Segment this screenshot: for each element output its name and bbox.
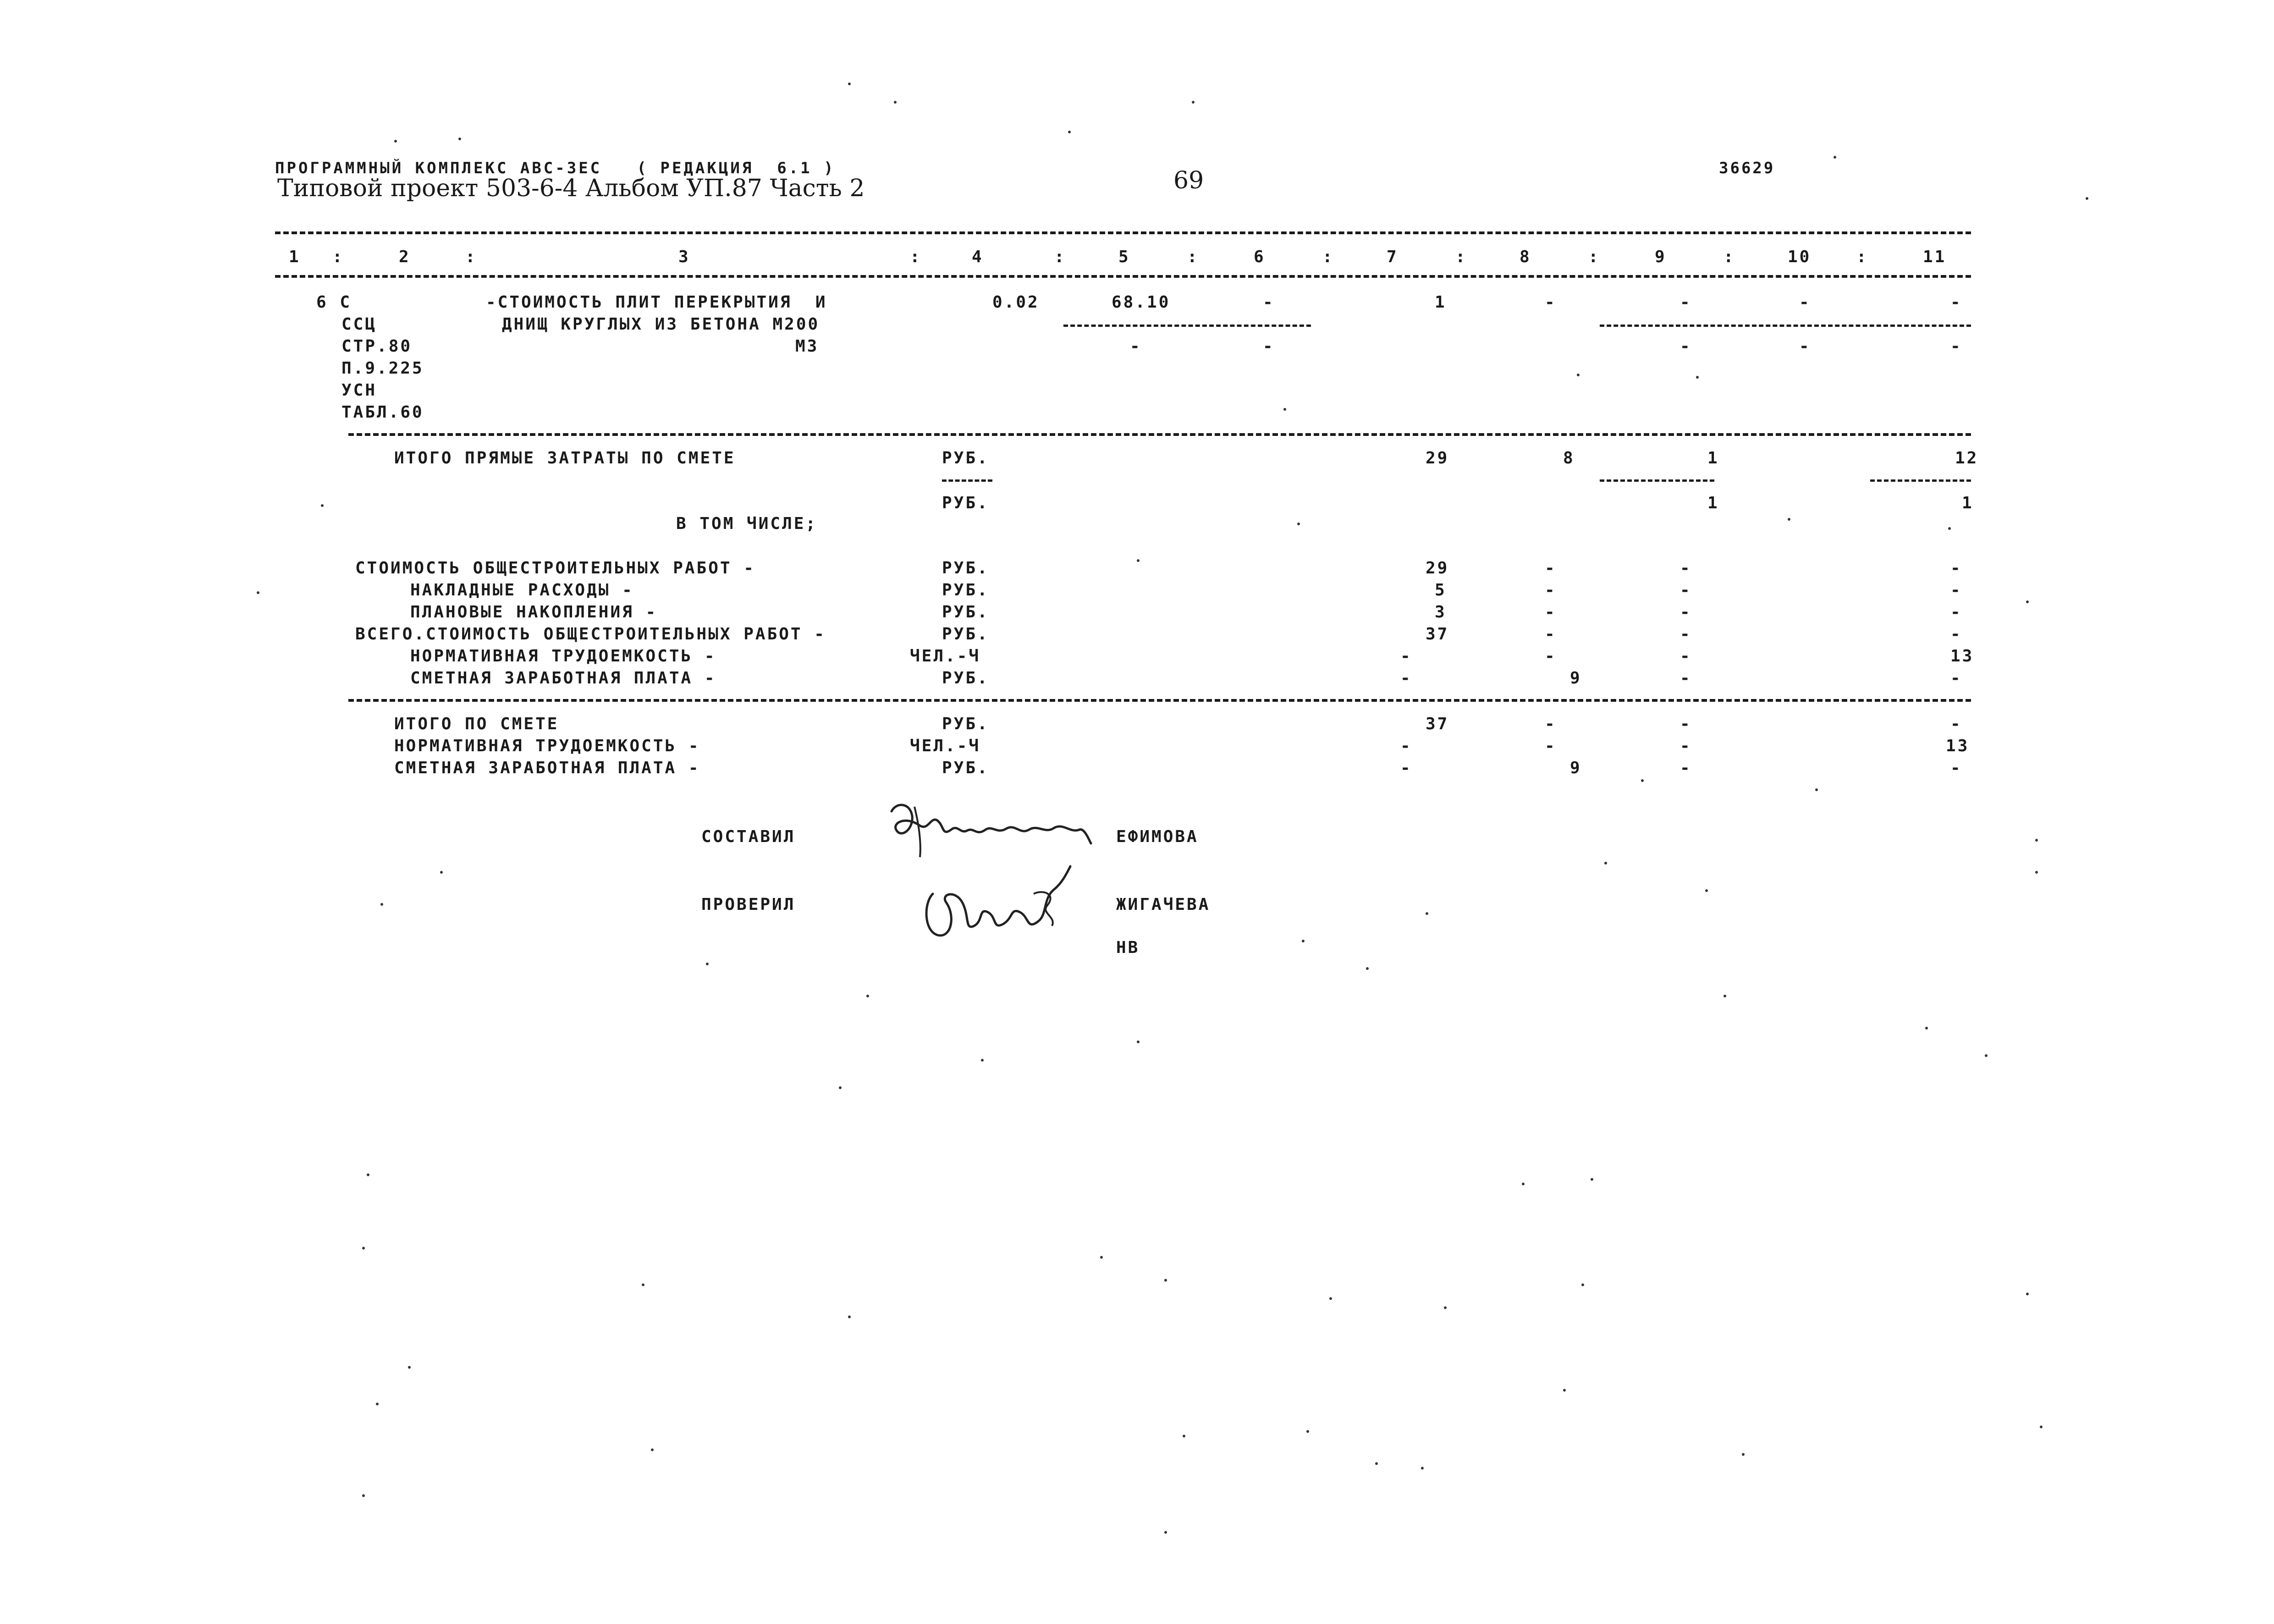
scan-speck	[839, 1086, 842, 1089]
item-name-line2: ДНИЩ КРУГЛЫХ ИЗ БЕТОНА М200	[502, 315, 820, 334]
item-code: П.9.225	[341, 359, 424, 378]
scan-speck	[1696, 376, 1699, 379]
totals-col11: 13	[1946, 737, 1970, 755]
checked-signature	[919, 862, 1075, 949]
col-sep: :	[910, 248, 922, 266]
breakdown-col11: -	[1950, 559, 1962, 578]
scan-speck	[1137, 1040, 1140, 1043]
breakdown-unit: РУБ.	[942, 625, 989, 644]
scan-speck	[458, 138, 461, 140]
scan-speck	[1834, 156, 1836, 159]
breakdown-col11: -	[1950, 625, 1962, 644]
totals-unit: РУБ.	[942, 715, 989, 733]
document-number: 36629	[1719, 159, 1775, 177]
scan-speck	[1948, 527, 1951, 530]
direct-costs-col9: 1	[1707, 449, 1719, 468]
totals-col9: -	[1680, 759, 1692, 777]
checked-suffix: НВ	[1116, 938, 1140, 957]
breakdown-col11: -	[1950, 669, 1962, 688]
col-sep: :	[1723, 248, 1735, 266]
compiled-signature	[887, 798, 1098, 866]
col-header-6: 6	[1254, 248, 1266, 266]
breakdown-col7: -	[1400, 647, 1412, 666]
col-sep: :	[332, 248, 344, 266]
breakdown-label: ВСЕГО.СТОИМОСТЬ ОБЩЕСТРОИТЕЛЬНЫХ РАБОТ -	[355, 625, 826, 644]
program-header: ПРОГРАММНЫЙ КОМПЛЕКС АВС-ЗЕС ( РЕДАКЦИЯ 6.1 )	[275, 159, 836, 177]
including-label: В ТОМ ЧИСЛЕ;	[676, 514, 818, 533]
checked-name: ЖИГАЧЕВА	[1116, 895, 1211, 914]
scan-speck	[1444, 1306, 1447, 1309]
item-col11: -	[1950, 293, 1962, 312]
scan-speck	[380, 903, 383, 906]
totals-col11: -	[1950, 759, 1962, 777]
scan-speck	[367, 1173, 369, 1176]
rule-after-item	[348, 433, 1971, 436]
direct-costs-col11: 12	[1955, 449, 1979, 468]
breakdown-col9: -	[1680, 647, 1692, 666]
scan-speck	[1426, 912, 1428, 915]
col-header-9: 9	[1655, 248, 1667, 266]
breakdown-label: СМЕТНАЯ ЗАРАБОТНАЯ ПЛАТА -	[410, 669, 716, 688]
item-row2-col11: -	[1950, 337, 1962, 356]
item-number: 6 С	[316, 293, 352, 312]
breakdown-col9: -	[1680, 603, 1692, 622]
breakdown-col7: 37	[1426, 625, 1449, 644]
direct-costs-subrule	[1600, 479, 1714, 482]
scan-speck	[362, 1494, 365, 1497]
breakdown-col9: -	[1680, 669, 1692, 688]
scan-speck	[362, 1247, 365, 1250]
totals-col7: -	[1400, 759, 1412, 777]
breakdown-col8: -	[1545, 625, 1557, 644]
scan-speck	[848, 83, 851, 85]
scan-speck	[321, 504, 324, 507]
scan-speck	[408, 1366, 411, 1369]
totals-label: СМЕТНАЯ ЗАРАБОТНАЯ ПЛАТА -	[394, 759, 700, 777]
col-header-11: 11	[1923, 248, 1947, 266]
compiled-name: ЕФИМОВА	[1116, 827, 1199, 846]
scan-speck	[981, 1059, 984, 1062]
scan-speck	[1068, 131, 1071, 133]
rule-top	[275, 231, 1971, 234]
scan-speck	[1985, 1054, 1988, 1057]
breakdown-label: ПЛАНОВЫЕ НАКОПЛЕНИЯ -	[410, 603, 658, 622]
col-header-7: 7	[1387, 248, 1399, 266]
item-code: УСН	[341, 381, 377, 400]
rule-before-totals	[348, 699, 1971, 702]
item-unit: М3	[795, 337, 819, 356]
scan-speck	[1164, 1531, 1167, 1534]
item-subrule	[1600, 325, 1971, 327]
scan-speck	[642, 1283, 644, 1286]
direct-costs-subrule	[942, 479, 992, 482]
scan-speck	[866, 995, 869, 997]
col-sep: :	[465, 248, 477, 266]
scan-speck	[651, 1448, 654, 1451]
breakdown-col8: -	[1545, 559, 1557, 578]
scan-speck	[440, 871, 443, 874]
breakdown-col7: 5	[1435, 581, 1447, 600]
breakdown-col8: -	[1545, 603, 1557, 622]
scan-speck	[1742, 1453, 1745, 1456]
col-sep: :	[1455, 248, 1467, 266]
checked-label: ПРОВЕРИЛ	[701, 895, 796, 914]
col-header-4: 4	[972, 248, 984, 266]
item-col7: 1	[1435, 293, 1447, 312]
breakdown-col11: -	[1950, 603, 1962, 622]
project-title: Типовой проект 503-6-4 Альбом УП.87 Часть 2	[277, 175, 865, 202]
scan-speck	[1522, 1183, 1525, 1185]
totals-col9: -	[1680, 737, 1692, 755]
item-col6: -	[1263, 293, 1275, 312]
col-header-1: 1	[289, 248, 301, 266]
col-header-2: 2	[399, 248, 411, 266]
breakdown-unit: РУБ.	[942, 669, 989, 688]
item-name-line1: -СТОИМОСТЬ ПЛИТ ПЕРЕКРЫТИЯ И	[486, 293, 827, 312]
col-header-8: 8	[1520, 248, 1531, 266]
item-subrule	[1063, 325, 1311, 327]
item-code: СТР.80	[341, 337, 413, 356]
totals-col8: -	[1545, 737, 1557, 755]
scan-speck	[1366, 967, 1369, 970]
breakdown-col7: 29	[1426, 559, 1449, 578]
direct-costs-subrule	[1870, 479, 1971, 482]
scan-speck	[1581, 1283, 1584, 1286]
col-sep: :	[1856, 248, 1868, 266]
scan-speck	[1164, 1279, 1167, 1282]
scan-speck	[1577, 374, 1580, 376]
direct-costs-col9-2: 1	[1707, 494, 1719, 512]
breakdown-col9: -	[1680, 559, 1692, 578]
breakdown-unit: РУБ.	[942, 581, 989, 600]
breakdown-label: НОРМАТИВНАЯ ТРУДОЕМКОСТЬ -	[410, 647, 716, 666]
scan-speck	[1641, 779, 1644, 782]
col-sep: :	[1322, 248, 1334, 266]
breakdown-unit: РУБ.	[942, 559, 989, 578]
col-header-3: 3	[678, 248, 690, 266]
col-sep: :	[1054, 248, 1066, 266]
scan-speck	[1137, 559, 1140, 562]
breakdown-col7: -	[1400, 669, 1412, 688]
scan-speck	[1302, 940, 1305, 942]
breakdown-col11: 13	[1950, 647, 1974, 666]
scan-speck	[894, 101, 897, 104]
totals-label: ИТОГО ПО СМЕТЕ	[394, 715, 559, 733]
breakdown-unit: ЧЕЛ.-Ч	[910, 647, 981, 666]
item-col8: -	[1545, 293, 1557, 312]
item-row2-col6: -	[1263, 337, 1275, 356]
checked-signature-scribble	[919, 862, 1075, 949]
scan-speck	[394, 140, 397, 143]
scan-speck	[2035, 871, 2038, 874]
scan-speck	[1723, 995, 1726, 997]
scan-speck	[1925, 1027, 1928, 1029]
compiled-signature-scribble	[887, 798, 1098, 866]
breakdown-col8: -	[1545, 581, 1557, 600]
item-col10: -	[1799, 293, 1811, 312]
totals-unit: РУБ.	[942, 759, 989, 777]
scan-speck	[2040, 1426, 2043, 1428]
scan-speck	[706, 963, 709, 965]
breakdown-unit: РУБ.	[942, 603, 989, 622]
scan-speck	[1100, 1256, 1103, 1259]
page-number: 69	[1173, 167, 1204, 194]
scan-speck	[848, 1316, 851, 1318]
direct-costs-label: ИТОГО ПРЯМЫЕ ЗАТРАТЫ ПО СМЕТЕ	[394, 449, 736, 468]
item-quantity: 0.02	[992, 293, 1040, 312]
item-row2-col10: -	[1799, 337, 1811, 356]
col-header-10: 10	[1788, 248, 1811, 266]
totals-col8: -	[1545, 715, 1557, 733]
direct-costs-col8: 8	[1563, 449, 1575, 468]
scan-speck	[2035, 839, 2038, 842]
scan-speck	[257, 591, 259, 594]
item-code: ТАБЛ.60	[341, 403, 424, 422]
scan-speck	[1705, 889, 1708, 892]
scan-speck	[1591, 1178, 1593, 1181]
totals-label: НОРМАТИВНАЯ ТРУДОЕМКОСТЬ -	[394, 737, 700, 755]
breakdown-label: СТОИМОСТЬ ОБЩЕСТРОИТЕЛЬНЫХ РАБОТ -	[355, 559, 755, 578]
scan-speck	[1604, 862, 1607, 864]
breakdown-col9: -	[1680, 625, 1692, 644]
scan-speck	[1375, 1462, 1378, 1465]
breakdown-col11: -	[1950, 581, 1962, 600]
scan-speck	[1283, 408, 1286, 411]
breakdown-col8: -	[1545, 647, 1557, 666]
scan-speck	[1329, 1297, 1332, 1300]
breakdown-col7: 3	[1435, 603, 1447, 622]
item-row2-col5: -	[1130, 337, 1142, 356]
scan-speck	[1306, 1430, 1309, 1433]
totals-col11: -	[1950, 715, 1962, 733]
col-sep: :	[1588, 248, 1600, 266]
direct-costs-unit-2: РУБ.	[942, 494, 989, 512]
scan-speck	[1421, 1467, 1424, 1470]
totals-col7: -	[1400, 737, 1412, 755]
scan-speck	[1788, 518, 1790, 521]
rule-under-header	[275, 275, 1971, 278]
direct-costs-unit: РУБ.	[942, 449, 989, 468]
item-price: 68.10	[1112, 293, 1171, 312]
scan-speck	[1183, 1435, 1185, 1437]
scan-speck	[376, 1403, 379, 1405]
totals-col7: 37	[1426, 715, 1449, 733]
col-header-5: 5	[1118, 248, 1130, 266]
scan-speck	[1192, 101, 1195, 104]
scan-speck	[1563, 1389, 1566, 1392]
scan-speck	[2026, 1293, 2029, 1295]
totals-col9: -	[1680, 715, 1692, 733]
breakdown-col9: -	[1680, 581, 1692, 600]
item-col9: -	[1680, 293, 1692, 312]
col-sep: :	[1187, 248, 1199, 266]
direct-costs-col7: 29	[1426, 449, 1449, 468]
breakdown-label: НАКЛАДНЫЕ РАСХОДЫ -	[410, 581, 634, 600]
scan-speck	[1815, 788, 1818, 791]
scan-speck	[2086, 197, 2088, 200]
totals-col8: 9	[1570, 759, 1582, 777]
item-code: ССЦ	[341, 315, 377, 334]
compiled-label: СОСТАВИЛ	[701, 827, 796, 846]
scan-speck	[1297, 523, 1300, 525]
totals-unit: ЧЕЛ.-Ч	[910, 737, 981, 755]
direct-costs-col11-2: 1	[1962, 494, 1974, 512]
scan-speck	[2026, 600, 2029, 603]
item-row2-col9: -	[1680, 337, 1692, 356]
breakdown-col8: 9	[1570, 669, 1582, 688]
